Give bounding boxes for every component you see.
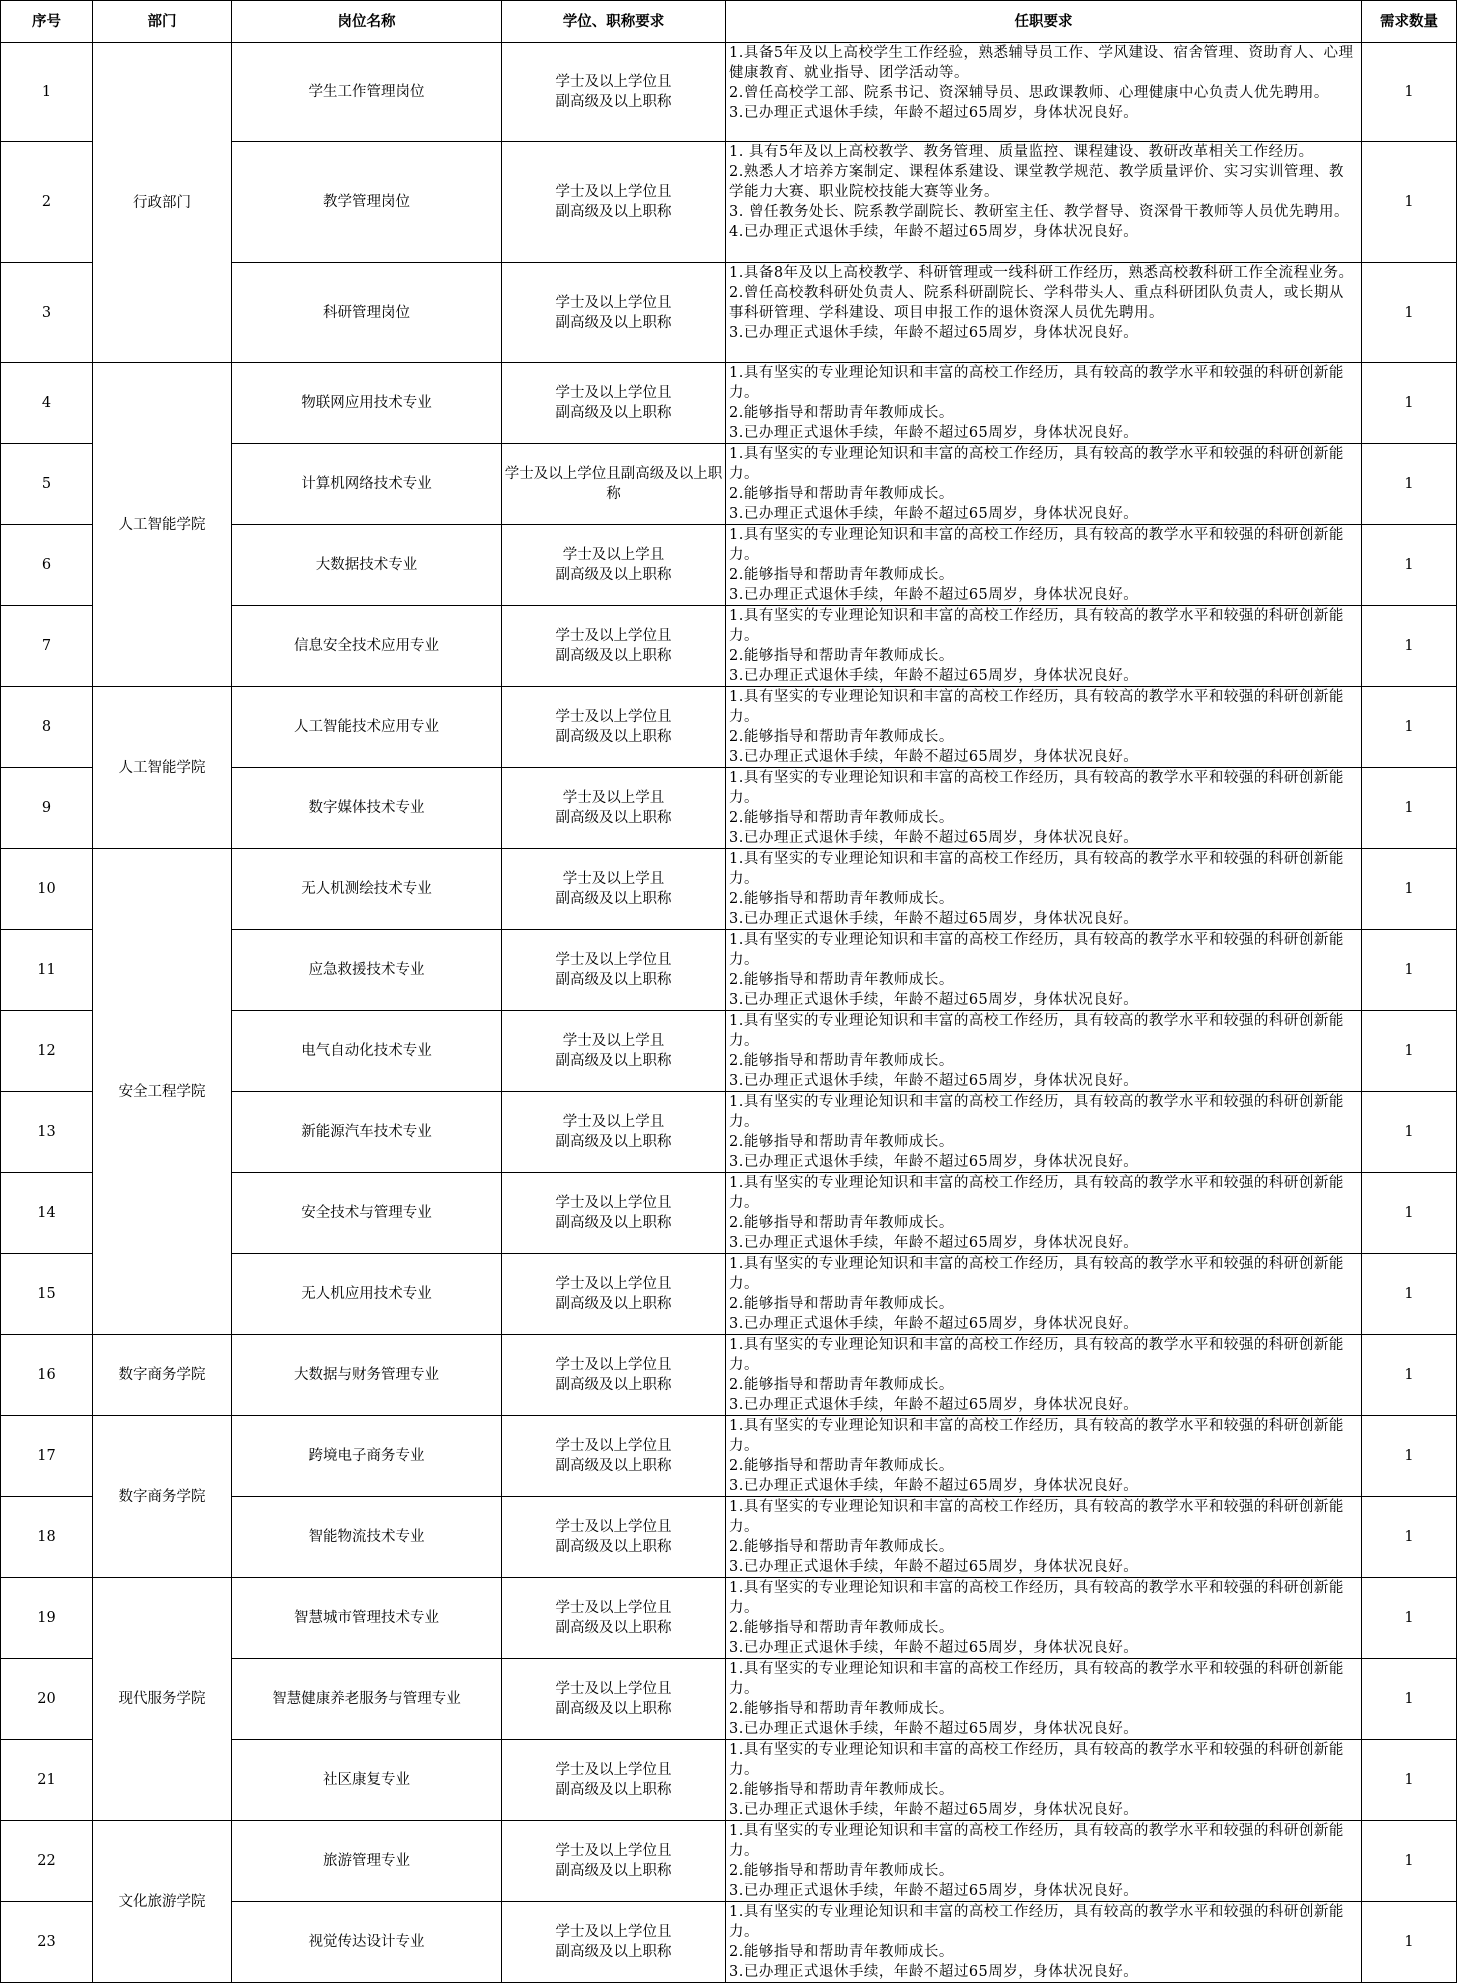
post-name: 旅游管理专业 [232, 1821, 502, 1902]
headcount: 1 [1362, 1173, 1457, 1254]
degree-requirement [502, 1740, 726, 1821]
requirement-line: 1.具有坚实的专业理论知识和丰富的高校工作经历，具有较高的教学水平和较强的科研创新能力。 [729, 851, 1344, 887]
degree-line: 学士及以上学且 [562, 871, 665, 887]
degree-line: 学士及以上学位且 [555, 952, 672, 968]
row-number: 18 [1, 1497, 93, 1578]
degree-line: 副高级及以上职称 [555, 1053, 672, 1069]
row-number: 15 [1, 1254, 93, 1335]
post-name: 教学管理岗位 [232, 142, 502, 263]
department-cell: 人工智能学院 [93, 363, 232, 687]
row-number: 6 [1, 525, 93, 606]
post-name: 安全技术与管理专业 [232, 1173, 502, 1254]
requirement-line: 3.已办理正式退休手续，年龄不超过65周岁，身体状况良好。 [729, 325, 1139, 341]
requirement-line: 3.已办理正式退休手续，年龄不超过65周岁，身体状况良好。 [729, 1964, 1139, 1980]
headcount: 1 [1362, 687, 1457, 768]
requirement-line: 3.已办理正式退休手续，年龄不超过65周岁，身体状况良好。 [729, 1397, 1139, 1413]
headcount: 1 [1362, 768, 1457, 849]
requirement-line: 2.能够指导和帮助青年教师成长。 [729, 1134, 954, 1150]
requirement-line: 2.能够指导和帮助青年教师成长。 [729, 1053, 954, 1069]
post-name: 大数据与财务管理专业 [232, 1335, 502, 1416]
post-name: 信息安全技术应用专业 [232, 606, 502, 687]
requirement-line: 2.能够指导和帮助青年教师成长。 [729, 972, 954, 988]
post-name: 科研管理岗位 [232, 263, 502, 363]
requirement-line: 2.熟悉人才培养方案制定、课程体系建设、课堂教学规范、教学质量评价、实习实训管理、教学能力大赛、职业院校技能大赛等业务。 [729, 164, 1344, 200]
degree-line: 副高级及以上职称 [555, 1620, 672, 1636]
headcount: 1 [1362, 930, 1457, 1011]
post-name: 电气自动化技术专业 [232, 1011, 502, 1092]
department-cell: 文化旅游学院 [93, 1821, 232, 1983]
degree-requirement [502, 1578, 726, 1659]
post-name: 跨境电子商务专业 [232, 1416, 502, 1497]
requirement-line: 1.具有坚实的专业理论知识和丰富的高校工作经历，具有较高的教学水平和较强的科研创新能力。 [729, 1661, 1344, 1697]
degree-line: 副高级及以上职称 [555, 204, 672, 220]
requirement-line: 2.能够指导和帮助青年教师成长。 [729, 486, 954, 502]
post-name: 智慧健康养老服务与管理专业 [232, 1659, 502, 1740]
header-row [1, 1, 1457, 43]
post-name: 无人机应用技术专业 [232, 1254, 502, 1335]
degree-requirement [502, 1254, 726, 1335]
degree-line: 副高级及以上职称 [555, 1863, 672, 1879]
row-number: 13 [1, 1092, 93, 1173]
degree-line: 学士及以上学位且 [555, 1762, 672, 1778]
job-requirements [726, 444, 1362, 525]
requirement-line: 3.已办理正式退休手续，年龄不超过65周岁，身体状况良好。 [729, 105, 1139, 121]
headcount: 1 [1362, 444, 1457, 525]
job-requirements [726, 1416, 1362, 1497]
requirement-line: 1. 具有5年及以上高校教学、教务管理、质量监控、课程建设、教研改革相关工作经历。 [729, 144, 1314, 160]
department-cell: 数字商务学院 [93, 1416, 232, 1578]
degree-requirement [502, 606, 726, 687]
department-cell: 现代服务学院 [93, 1578, 232, 1821]
requirement-line: 3.已办理正式退休手续，年龄不超过65周岁，身体状况良好。 [729, 830, 1139, 846]
requirement-line: 3.已办理正式退休手续，年龄不超过65周岁，身体状况良好。 [729, 1316, 1139, 1332]
degree-line: 学士及以上学且 [562, 547, 665, 563]
requirement-line: 1.具有坚实的专业理论知识和丰富的高校工作经历，具有较高的教学水平和较强的科研创新能力。 [729, 770, 1344, 806]
headcount: 1 [1362, 263, 1457, 363]
degree-requirement [502, 1821, 726, 1902]
degree-line: 副高级及以上职称 [555, 1296, 672, 1312]
requirement-line: 1.具有坚实的专业理论知识和丰富的高校工作经历，具有较高的教学水平和较强的科研创新能力。 [729, 1418, 1344, 1454]
post-name: 计算机网络技术专业 [232, 444, 502, 525]
requirement-line: 3.已办理正式退休手续，年龄不超过65周岁，身体状况良好。 [729, 668, 1139, 684]
requirement-line: 3.已办理正式退休手续，年龄不超过65周岁，身体状况良好。 [729, 1640, 1139, 1656]
degree-requirement [502, 43, 726, 142]
requirement-line: 3.已办理正式退休手续，年龄不超过65周岁，身体状况良好。 [729, 992, 1139, 1008]
requirement-line: 3.已办理正式退休手续，年龄不超过65周岁，身体状况良好。 [729, 425, 1139, 441]
job-requirements [726, 525, 1362, 606]
degree-line: 副高级及以上职称 [555, 314, 672, 331]
degree-requirement [502, 1497, 726, 1578]
job-requirements [726, 1821, 1362, 1902]
row-number: 3 [1, 263, 93, 363]
row-number: 22 [1, 1821, 93, 1902]
post-name: 学生工作管理岗位 [232, 43, 502, 142]
headcount: 1 [1362, 1092, 1457, 1173]
job-requirements [726, 687, 1362, 768]
degree-requirement [502, 1173, 726, 1254]
requirement-line: 3.已办理正式退休手续，年龄不超过65周岁，身体状况良好。 [729, 749, 1139, 765]
degree-line: 学士及以上学且 [562, 1114, 665, 1130]
department-cell: 行政部门 [93, 43, 232, 363]
requirement-line: 1.具有坚实的专业理论知识和丰富的高校工作经历，具有较高的教学水平和较强的科研创新能力。 [729, 1580, 1344, 1616]
requirement-line: 2.能够指导和帮助青年教师成长。 [729, 1458, 954, 1474]
requirement-line: 3.已办理正式退休手续，年龄不超过65周岁，身体状况良好。 [729, 1235, 1139, 1251]
requirement-line: 2.能够指导和帮助青年教师成长。 [729, 1701, 954, 1717]
degree-line: 学士及以上学位且 [555, 294, 672, 311]
requirement-line: 2.能够指导和帮助青年教师成长。 [729, 405, 954, 421]
requirement-line: 2.能够指导和帮助青年教师成长。 [729, 729, 954, 745]
degree-line: 学士及以上学位且 [555, 1276, 672, 1292]
requirement-line: 1.具有坚实的专业理论知识和丰富的高校工作经历，具有较高的教学水平和较强的科研创新能力。 [729, 689, 1344, 725]
requirement-line: 3. 曾任教务处长、院系教学副院长、教研室主任、教学督导、资深骨干教师等人员优先聘用。 [729, 204, 1349, 220]
department-cell: 安全工程学院 [93, 849, 232, 1335]
degree-line: 副高级及以上职称 [555, 1782, 672, 1798]
table-row [1, 849, 1457, 930]
degree-line: 学士及以上学位且 [555, 709, 672, 725]
degree-line: 副高级及以上职称 [555, 1539, 672, 1555]
requirement-line: 2.能够指导和帮助青年教师成长。 [729, 891, 954, 907]
requirement-line: 1.具有坚实的专业理论知识和丰富的高校工作经历，具有较高的教学水平和较强的科研创新能力。 [729, 1175, 1344, 1211]
requirement-line: 3.已办理正式退休手续，年龄不超过65周岁，身体状况良好。 [729, 1802, 1139, 1818]
requirement-line: 1.具有坚实的专业理论知识和丰富的高校工作经历，具有较高的教学水平和较强的科研创新能力。 [729, 1094, 1344, 1130]
table-row [1, 687, 1457, 768]
job-requirements [726, 263, 1362, 363]
requirement-line: 2.能够指导和帮助青年教师成长。 [729, 1539, 954, 1555]
row-number: 19 [1, 1578, 93, 1659]
requirement-line: 1.具备5年及以上高校学生工作经验，熟悉辅导员工作、学风建设、宿舍管理、资助育人、心理健康教育、就业指导、团学活动等。 [729, 45, 1354, 81]
degree-line: 学士及以上学位且 [555, 1438, 672, 1454]
row-number: 1 [1, 43, 93, 142]
post-name: 智慧城市管理技术专业 [232, 1578, 502, 1659]
job-requirements [726, 43, 1362, 142]
post-name: 人工智能技术应用专业 [232, 687, 502, 768]
degree-line: 副高级及以上职称 [555, 972, 672, 988]
requirement-line: 2.能够指导和帮助青年教师成长。 [729, 648, 954, 664]
job-requirements [726, 849, 1362, 930]
job-requirements [726, 930, 1362, 1011]
requirement-line: 1.具有坚实的专业理论知识和丰富的高校工作经历，具有较高的教学水平和较强的科研创新能力。 [729, 1499, 1344, 1535]
degree-requirement [502, 930, 726, 1011]
headcount: 1 [1362, 1254, 1457, 1335]
job-requirements [726, 1902, 1362, 1983]
post-name: 新能源汽车技术专业 [232, 1092, 502, 1173]
job-requirements [726, 1659, 1362, 1740]
requirement-line: 3.已办理正式退休手续，年龄不超过65周岁，身体状况良好。 [729, 1559, 1139, 1575]
requirement-line: 2.能够指导和帮助青年教师成长。 [729, 1782, 954, 1798]
requirement-line: 2.能够指导和帮助青年教师成长。 [729, 1620, 954, 1636]
degree-line: 副高级及以上职称 [555, 1944, 672, 1960]
requirement-line: 1.具备8年及以上高校教学、科研管理或一线科研工作经历，熟悉高校教科研工作全流程业务。 [729, 265, 1354, 281]
requirement-line: 1.具有坚实的专业理论知识和丰富的高校工作经历，具有较高的教学水平和较强的科研创新能力。 [729, 1823, 1344, 1859]
requirement-line: 2.曾任高校学工部、院系书记、资深辅导员、思政课教师、心理健康中心负责人优先聘用。 [729, 85, 1329, 101]
degree-line: 学士及以上学位且 [555, 1519, 672, 1535]
degree-line: 学士及以上学位且 [555, 74, 672, 90]
degree-requirement [502, 363, 726, 444]
headcount: 1 [1362, 1335, 1457, 1416]
headcount: 1 [1362, 525, 1457, 606]
requirement-line: 3.已办理正式退休手续，年龄不超过65周岁，身体状况良好。 [729, 1721, 1139, 1737]
requirement-line: 1.具有坚实的专业理论知识和丰富的高校工作经历，具有较高的教学水平和较强的科研创新能力。 [729, 527, 1344, 563]
requirement-line: 1.具有坚实的专业理论知识和丰富的高校工作经历，具有较高的教学水平和较强的科研创新能力。 [729, 1013, 1344, 1049]
requirement-line: 4.已办理正式退休手续，年龄不超过65周岁，身体状况良好。 [729, 224, 1139, 240]
degree-line: 学士及以上学位且 [555, 1195, 672, 1211]
requirement-line: 1.具有坚实的专业理论知识和丰富的高校工作经历，具有较高的教学水平和较强的科研创新能力。 [729, 446, 1344, 482]
row-number: 2 [1, 142, 93, 263]
headcount: 1 [1362, 142, 1457, 263]
degree-line: 学士及以上学位且 [555, 1357, 672, 1373]
requirement-line: 3.已办理正式退休手续，年龄不超过65周岁，身体状况良好。 [729, 1883, 1139, 1899]
degree-line: 学士及以上学位且副高级及以上职称 [504, 466, 723, 502]
degree-line: 学士及以上学位且 [555, 628, 672, 644]
degree-line: 副高级及以上职称 [555, 567, 672, 583]
job-requirements [726, 1335, 1362, 1416]
header-dept: 部门 [93, 1, 232, 43]
header-post: 岗位名称 [232, 1, 502, 43]
requirement-line: 3.已办理正式退休手续，年龄不超过65周岁，身体状况良好。 [729, 911, 1139, 927]
degree-line: 副高级及以上职称 [555, 810, 672, 826]
row-number: 20 [1, 1659, 93, 1740]
post-name: 物联网应用技术专业 [232, 363, 502, 444]
requirement-line: 2.能够指导和帮助青年教师成长。 [729, 1215, 954, 1231]
row-number: 14 [1, 1173, 93, 1254]
row-number: 7 [1, 606, 93, 687]
row-number: 10 [1, 849, 93, 930]
requirement-line: 1.具有坚实的专业理论知识和丰富的高校工作经历，具有较高的教学水平和较强的科研创新能力。 [729, 1742, 1344, 1778]
job-requirements [726, 142, 1362, 263]
post-name: 大数据技术专业 [232, 525, 502, 606]
requirement-line: 2.能够指导和帮助青年教师成长。 [729, 810, 954, 826]
degree-line: 学士及以上学位且 [555, 184, 672, 200]
headcount: 1 [1362, 1821, 1457, 1902]
requirement-line: 3.已办理正式退休手续，年龄不超过65周岁，身体状况良好。 [729, 1154, 1139, 1170]
requirement-line: 2.能够指导和帮助青年教师成长。 [729, 1863, 954, 1879]
requirement-line: 1.具有坚实的专业理论知识和丰富的高校工作经历，具有较高的教学水平和较强的科研创新能力。 [729, 608, 1344, 644]
degree-line: 副高级及以上职称 [555, 891, 672, 907]
table-body [1, 43, 1457, 1983]
degree-line: 学士及以上学且 [562, 1033, 665, 1049]
headcount: 1 [1362, 363, 1457, 444]
degree-requirement [502, 1092, 726, 1173]
requirement-line: 2.能够指导和帮助青年教师成长。 [729, 1377, 954, 1393]
row-number: 8 [1, 687, 93, 768]
degree-line: 学士及以上学位且 [555, 1600, 672, 1616]
post-name: 数字媒体技术专业 [232, 768, 502, 849]
row-number: 23 [1, 1902, 93, 1983]
requirement-line: 3.已办理正式退休手续，年龄不超过65周岁，身体状况良好。 [729, 506, 1139, 522]
row-number: 4 [1, 363, 93, 444]
degree-requirement [502, 768, 726, 849]
degree-line: 学士及以上学位且 [555, 1924, 672, 1940]
job-requirements [726, 1092, 1362, 1173]
table-row [1, 1335, 1457, 1416]
headcount: 1 [1362, 1416, 1457, 1497]
headcount: 1 [1362, 849, 1457, 930]
degree-line: 副高级及以上职称 [555, 1215, 672, 1231]
degree-line: 学士及以上学位且 [555, 1843, 672, 1859]
requirement-line: 2.能够指导和帮助青年教师成长。 [729, 567, 954, 583]
row-number: 11 [1, 930, 93, 1011]
table-row [1, 1821, 1457, 1902]
degree-line: 副高级及以上职称 [555, 1377, 672, 1393]
degree-line: 副高级及以上职称 [555, 405, 672, 421]
row-number: 5 [1, 444, 93, 525]
headcount: 1 [1362, 1497, 1457, 1578]
headcount: 1 [1362, 43, 1457, 142]
row-number: 17 [1, 1416, 93, 1497]
header-req: 任职要求 [726, 1, 1362, 43]
table-row [1, 363, 1457, 444]
degree-requirement [502, 849, 726, 930]
headcount: 1 [1362, 1902, 1457, 1983]
job-requirements [726, 606, 1362, 687]
department-cell: 人工智能学院 [93, 687, 232, 849]
job-requirements [726, 1578, 1362, 1659]
degree-requirement [502, 687, 726, 768]
degree-requirement [502, 444, 726, 525]
headcount: 1 [1362, 1011, 1457, 1092]
degree-line: 副高级及以上职称 [555, 729, 672, 745]
degree-line: 副高级及以上职称 [555, 94, 672, 110]
post-name: 智能物流技术专业 [232, 1497, 502, 1578]
degree-requirement [502, 263, 726, 363]
requirement-line: 2.能够指导和帮助青年教师成长。 [729, 1296, 954, 1312]
degree-line: 副高级及以上职称 [555, 648, 672, 664]
post-name: 社区康复专业 [232, 1740, 502, 1821]
requirement-line: 3.已办理正式退休手续，年龄不超过65周岁，身体状况良好。 [729, 1073, 1139, 1089]
requirement-line: 2.曾任高校教科研处负责人、院系科研副院长、学科带头人、重点科研团队负责人，或长期从事科研管理、学科建设、项目申报工作的退休资深人员优先聘用。 [729, 285, 1344, 321]
headcount: 1 [1362, 1659, 1457, 1740]
post-name: 视觉传达设计专业 [232, 1902, 502, 1983]
requirement-line: 3.已办理正式退休手续，年龄不超过65周岁，身体状况良好。 [729, 1478, 1139, 1494]
row-number: 16 [1, 1335, 93, 1416]
requirement-line: 3.已办理正式退休手续，年龄不超过65周岁，身体状况良好。 [729, 587, 1139, 603]
degree-requirement [502, 525, 726, 606]
headcount: 1 [1362, 1578, 1457, 1659]
headcount: 1 [1362, 1740, 1457, 1821]
degree-requirement [502, 142, 726, 263]
degree-requirement [502, 1011, 726, 1092]
requirement-line: 2.能够指导和帮助青年教师成长。 [729, 1944, 954, 1960]
job-requirements [726, 1254, 1362, 1335]
requirement-line: 1.具有坚实的专业理论知识和丰富的高校工作经历，具有较高的教学水平和较强的科研创新能力。 [729, 1904, 1344, 1940]
job-requirements [726, 1011, 1362, 1092]
table-row [1, 1416, 1457, 1497]
degree-line: 副高级及以上职称 [555, 1458, 672, 1474]
degree-requirement [502, 1335, 726, 1416]
degree-line: 副高级及以上职称 [555, 1701, 672, 1717]
requirement-line: 1.具有坚实的专业理论知识和丰富的高校工作经历，具有较高的教学水平和较强的科研创新能力。 [729, 932, 1344, 968]
header-count: 需求数量 [1362, 1, 1457, 43]
degree-requirement [502, 1902, 726, 1983]
requirement-line: 1.具有坚实的专业理论知识和丰富的高校工作经历，具有较高的教学水平和较强的科研创新能力。 [729, 365, 1344, 401]
degree-line: 学士及以上学位且 [555, 385, 672, 401]
table-row [1, 1578, 1457, 1659]
degree-requirement [502, 1416, 726, 1497]
degree-line: 学士及以上学位且 [555, 1681, 672, 1697]
post-name: 应急救援技术专业 [232, 930, 502, 1011]
job-requirements [726, 1173, 1362, 1254]
degree-requirement [502, 1659, 726, 1740]
row-number: 21 [1, 1740, 93, 1821]
job-requirements [726, 1740, 1362, 1821]
department-cell: 数字商务学院 [93, 1335, 232, 1416]
job-requirements [726, 768, 1362, 849]
header-no: 序号 [1, 1, 93, 43]
row-number: 9 [1, 768, 93, 849]
requirement-line: 1.具有坚实的专业理论知识和丰富的高校工作经历，具有较高的教学水平和较强的科研创新能力。 [729, 1256, 1344, 1292]
header-degree: 学位、职称要求 [502, 1, 726, 43]
table-row [1, 43, 1457, 142]
headcount: 1 [1362, 606, 1457, 687]
requirement-line: 1.具有坚实的专业理论知识和丰富的高校工作经历，具有较高的教学水平和较强的科研创新能力。 [729, 1337, 1344, 1373]
job-requirements [726, 1497, 1362, 1578]
row-number: 12 [1, 1011, 93, 1092]
degree-line: 学士及以上学且 [562, 790, 665, 806]
job-requirements [726, 363, 1362, 444]
post-name: 无人机测绘技术专业 [232, 849, 502, 930]
degree-line: 副高级及以上职称 [555, 1134, 672, 1150]
